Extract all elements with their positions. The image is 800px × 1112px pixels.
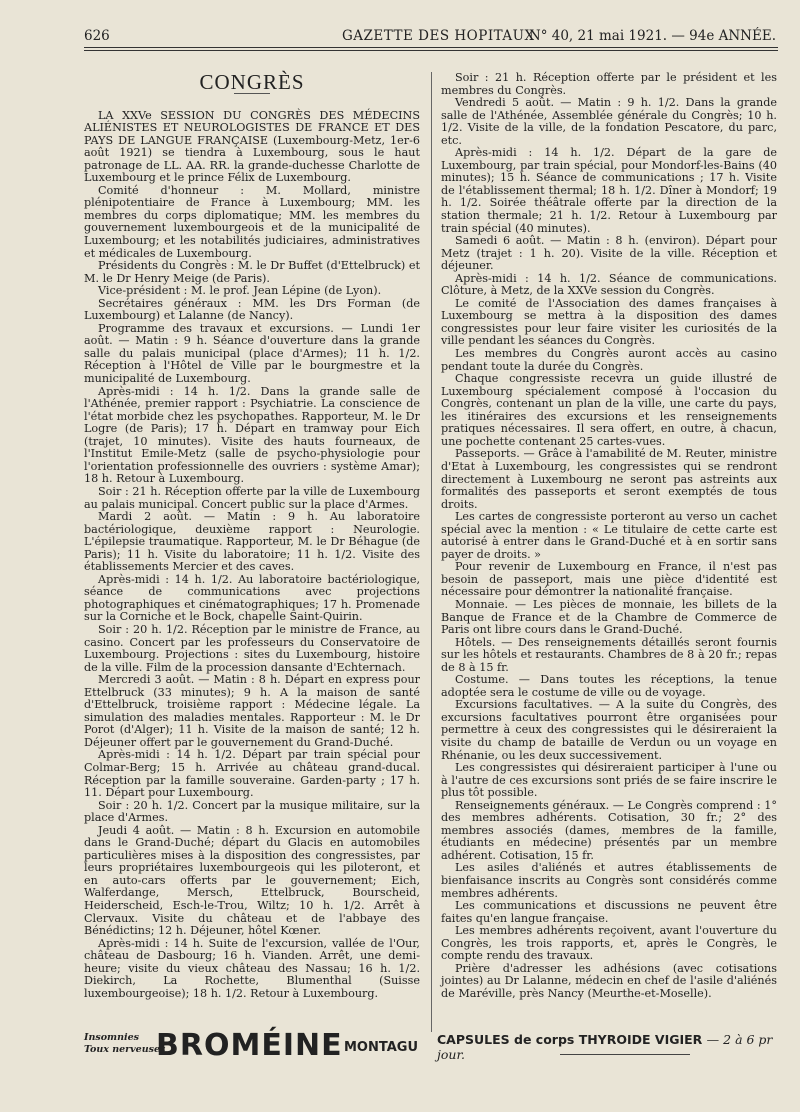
paragraph: Vendredi 5 août. — Matin : 9 h. 1/2. Dans la grande salle de l'Athénée, Assemblée générale du Congrès; 10 h. 1/2. Visite de la ville, de la fondation Pescatore, du parc, etc.	[441, 96, 777, 147]
paragraph: Costume. — Dans toutes les réceptions, la tenue adoptée sera le costume de ville ou de voyage.	[441, 673, 777, 699]
paragraph: Chaque congressiste recevra un guide illustré de Luxembourg spécialement composé à l'occasion du Congrès, contenant un plan de la ville, une carte du pays, les itinéraires des excursions et les renseignements pratiques nécessaires. Il sera offert, en outre, à chacun, une pochette contenant 25 cartes-vues.	[441, 372, 777, 448]
paragraph: Les membres du Congrès auront accès au casino pendant toute la durée du Congrès.	[441, 347, 777, 373]
article-title: CONGRÈS	[199, 70, 305, 94]
ad-vigier-dose: — 2 à 6 pr jour.	[437, 1032, 773, 1062]
paragraph: Vice-président : M. le prof. Jean Lépine (de Lyon).	[98, 284, 382, 298]
column-divider	[431, 72, 432, 1032]
paragraph: Comité d'honneur : M. Mollard, ministre plénipotentiaire de France à Luxembourg; MM. les membres du corps diplomatique; MM. les membres du gouvernement luxembourgeois et de la municipalité de Luxembourg; et les notabilités judiciaires, administratives et médicales de Luxembourg.	[84, 183, 420, 260]
paragraph: Les cartes de congressiste porteront au verso un cachet spécial avec la mention : « Le titulaire de cette carte est autorisé à entrer dans le Grand-Duché et à en sortir sans payer de droits. »	[441, 510, 777, 561]
paragraph: Mercredi 3 août. — Matin : 8 h. Départ en express pour Ettelbruck (33 minutes); 9 h. A la maison de santé d'Ettelbruck, troisième rapport : Médecine légale. La simulation des maladies mentales. Rapporteur : M. le Dr Porot (d'Alger); 11 h. Visite de la maison de santé; 12 h. Déjeuner offert par le gouvernement du Grand-Duché.	[84, 673, 420, 749]
paragraph: Les membres adhérents reçoivent, avant l'ouverture du Congrès, les trois rapports, et, après le Congrès, le compte rendu des travaux.	[441, 924, 777, 963]
vigier-ad	[437, 1032, 777, 1062]
paragraph: Les asiles d'aliénés et autres établissements de bienfaisance inscrits au Congrès sont considérés comme membres adhérents.	[441, 861, 777, 900]
ad-brand: BROMÉINE	[156, 1028, 343, 1063]
page-header	[84, 28, 776, 46]
publication-title: GAZETTE DES HOPITAUX	[342, 28, 535, 44]
paragraph: Après-midi : 14 h. 1/2. Départ par train spécial pour Colmar-Berg; 15 h. Arrivée au château grand-ducal. Réception par la famille souveraine. Garden-party ; 17 h. 11. Départ pour Luxembourg.	[84, 748, 420, 800]
paragraph: Soir : 20 h. 1/2. Réception par le ministre de France, au casino. Concert par les professeurs du Conservatoire de Luxembourg. Projections : sites du Luxembourg, histoire de la ville. Film de la procession dansante d'Echternach.	[84, 622, 420, 674]
left-column	[84, 72, 420, 1000]
paragraph: Après-midi : 14 h. 1/2. Au laboratoire bactériologique, séance de communications avec projections photographiques et cinématographiques; 17 h. Promenade sur la Corniche et le Bock, chapelle Saint-Quirin.	[84, 572, 420, 624]
paragraph: Après-midi : 14 h. 1/2. Séance de communications. Clôture, à Metz, de la XXVe session du Congrès.	[441, 271, 777, 298]
paragraph: Passeports. — Grâce à l'amabilité de M. Reuter, ministre d'Etat à Luxembourg, les congressistes qui se rendront directement à Luxembourg ne seront pas astreints aux formalités des passeports et seront exemptés de tous droits.	[441, 447, 777, 511]
ad-toux: Toux nerveuses	[84, 1044, 166, 1055]
paragraph: Secrétaires généraux : MM. les Drs Forman (de Luxembourg) et Lalanne (de Nancy).	[84, 296, 420, 323]
paragraph: Soir : 21 h. Réception offerte par le président et les membres du Congrès.	[441, 71, 777, 97]
paragraph: Programme des travaux et excursions. — Lundi 1er août. — Matin : 9 h. Séance d'ouverture dans la grande salle du palais municipal (place d'Armes); 11 h. 1/2. Réception à l'Hôtel de Ville par le bourgmestre et la municipalité de Luxembourg.	[84, 321, 420, 386]
page-number: 626	[84, 28, 110, 44]
paragraph: Soir : 20 h. 1/2. Concert par la musique militaire, sur la place d'Armes.	[84, 798, 420, 825]
paragraph: Soir : 21 h. Réception offerte par la ville de Luxembourg au palais municipal. Concert public sur la place d'Armes.	[84, 484, 420, 511]
header-rule	[84, 47, 778, 48]
right-column	[441, 72, 777, 1000]
paragraph: Prière d'adresser les adhésions (avec cotisations jointes) au Dr Lalanne, médecin en chef de l'asile d'aliénés de Maréville, près Nancy (Meurthe-et-Moselle).	[441, 961, 777, 1000]
paragraph: Samedi 6 août. — Matin : 8 h. (environ). Départ pour Metz (trajet : 1 h. 20). Visite de la ville. Réception et déjeuner.	[441, 234, 777, 273]
paragraph: Après-midi : 14 h. 1/2. Dans la grande salle de l'Athénée, premier rapport : Psychiatrie. La conscience de l'état morbide chez les psychopathes. Rapporteur, M. le Dr Logre (de Paris); 17 h. Départ en tramway pour Eich (trajet, 10 minutes). Visite des hauts fourneaux, de l'Institut Emile-Metz (salle de psycho-physiologie pour l'orientation professionnelle des ouvriers : système Amar); 18 h. Retour à Luxembourg.	[84, 384, 420, 486]
paragraph: Monnaie. — Les pièces de monnaie, les billets de la Banque de France et de la Chambre de Commerce de Paris ont libre cours dans le Grand-Duché.	[441, 597, 777, 637]
paragraph: Présidents du Congrès : M. le Dr Buffet (d'Ettelbruck) et M. le Dr Henry Meige (de Paris).	[84, 259, 420, 285]
paragraph: Les communications et discussions ne peuvent être faites qu'en langue française.	[441, 899, 777, 925]
paragraph: Renseignements généraux. — Le Congrès comprend : 1° des membres adhérents. Cotisation, 30 fr.; 2° des membres associés (dames, membres de la famille, étudiants en médecine) présentés par un membre adhérent. Cotisation, 15 fr.	[441, 798, 777, 862]
bromeine-ad	[84, 1028, 420, 1068]
header-rule-2	[84, 50, 778, 51]
ad-maker: MONTAGU	[343, 1040, 418, 1055]
paragraph: Après-midi : 14 h. Suite de l'excursion, vallée de l'Our, château de Dasbourg; 16 h. Vianden. Arrêt, une demi-heure; visite du vieux château des Nassau; 16 h. 1/2. Diekirch, La Rochette, Blumenthal (Suisse luxembourgeoise); 18 h. 1/2. Retour à Luxembourg.	[84, 936, 420, 1000]
paragraph: Les congressistes qui désireraient participer à l'une ou à l'autre de ces excursions sont priés de se faire inscrire le plus tôt possible.	[441, 761, 777, 800]
paragraph: LA XXVe SESSION DU CONGRÈS DES MÉDECINS ALIÉNISTES ET NEUROLOGISTES DE FRANCE ET DES PAYS DE LANGUE FRANÇAISE (Luxembourg-Metz, 1er-6 août 1921) se tiendra à Luxembourg, sous le haut patronage de LL. AA. RR. la grande-duchesse Charlotte de Luxembourg et le prince Félix de Luxembourg.	[84, 108, 420, 185]
paragraph: Le comité de l'Association des dames françaises à Luxembourg se mettra à la disposition des dames congressistes pour leur faire visiter les curiosités de la ville pendant les séances du Congrès.	[441, 296, 777, 348]
issue-info: N° 40, 21 mai 1921. — 94e ANNÉE.	[528, 28, 776, 44]
paragraph: Après-midi : 14 h. 1/2. Départ de la gare de Luxembourg, par train spécial, pour Mondorf-les-Bains (40 minutes); 15 h. Séance de communications ; 17 h. Visite de l'établissement thermal; 18 h. 1/2. Dîner à Mondorf; 19 h. 1/2. Soirée théâtrale offerte par la direction de la station thermale; 21 h. 1/2. Retour à Luxembourg par train spécial (40 minutes).	[441, 146, 777, 235]
paragraph: Jeudi 4 août. — Matin : 8 h. Excursion en automobile dans le Grand-Duché; départ du Glacis en automobiles particulières mises à la disposition des congressistes, par leurs propriétaires luxembourgeois qui les piloteront, et en auto-cars offerts par le gouvernement; Eich, Walferdange, Mersch, Ettelbruck, Bourscheid, Heiderscheid, Esch-le-Trou, Wiltz; 10 h. 1/2. Arrêt à Clervaux. Visite du château et de l'abbaye des Bénédictins; 12 h. Déjeuner, hôtel Kœner.	[84, 823, 420, 938]
paragraph: Pour revenir de Luxembourg en France, il n'est pas besoin de passeport, mais une pièce d'identité est nécessaire pour démontrer la nationalité française.	[441, 560, 777, 599]
ad-insomnies: Insomnies	[84, 1032, 139, 1043]
paragraph: Mardi 2 août. — Matin : 9 h. Au laboratoire bactériologique, deuxième rapport : Neurologie. L'épilepsie traumatique. Rapporteur, M. le Dr Béhague (de Paris); 11 h. Visite du laboratoire; 11 h. 1/2. Visite des établissements Mercier et des caves.	[84, 510, 420, 574]
paragraph: Hôtels. — Des renseignements détaillés seront fournis sur les hôtels et restaurants. Chambres de 8 à 20 fr.; repas de 8 à 15 fr.	[441, 635, 777, 674]
ad-vigier-text: CAPSULES de corps THYROIDE VIGIER	[437, 1032, 703, 1047]
ad-indications	[84, 1032, 165, 1056]
paragraph: Excursions facultatives. — A la suite du Congrès, des excursions facultatives pourront être organisées pour permettre à ceux des congressistes qui le désireraient la visite du champ de bataille de Verdun ou un voyage en Rhénanie, ou les deux successivement.	[441, 698, 777, 762]
ad-rule	[560, 1054, 690, 1055]
